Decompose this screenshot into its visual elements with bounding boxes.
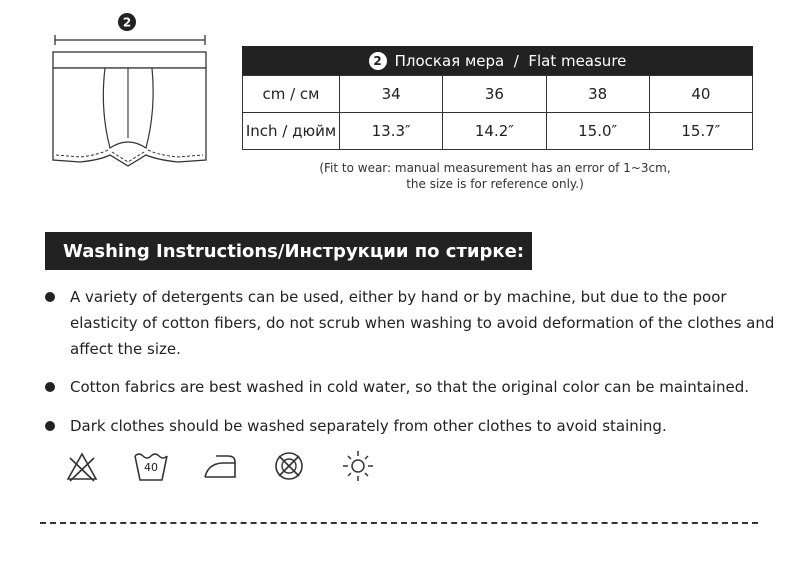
table-cell: 13.3″: [340, 113, 443, 150]
iron-icon: [202, 448, 238, 484]
table-cell: 34: [340, 76, 443, 113]
size-table-header: [242, 46, 753, 75]
table-cell: 15.7″: [649, 113, 752, 150]
washing-instructions-list: [45, 284, 780, 439]
table-cell: 14.2″: [443, 113, 546, 150]
table-cell: 36: [443, 76, 546, 113]
wash-40-icon: [133, 448, 169, 484]
list-item: A variety of detergents can be used, either by hand or by machine, but due to the poor elasticity of cotton fibers, do not scrub when washing to avoid deformation of the clothes and affect the size.: [45, 284, 780, 362]
do-not-tumble-dry-icon: [271, 448, 307, 484]
table-row: [243, 76, 753, 113]
sun-dry-icon: [340, 448, 376, 484]
do-not-bleach-icon: [64, 448, 100, 484]
row-label: cm / см: [243, 76, 340, 113]
size-table: [242, 75, 753, 150]
measure-marker-number: 2: [122, 15, 132, 30]
list-item: Dark clothes should be washed separately from other clothes to avoid staining.: [45, 413, 780, 439]
care-icons: [64, 448, 409, 484]
table-cell: 15.0″: [546, 113, 649, 150]
measurement-note: [300, 160, 690, 192]
measure-number-badge: 2: [369, 52, 387, 70]
wash-temperature: 40: [144, 461, 158, 474]
note-line-1: (Fit to wear: manual measurement has an error of 1~3cm,: [319, 161, 671, 175]
list-item: Cotton fabrics are best washed in cold water, so that the original color can be maintained.: [45, 374, 780, 400]
table-cell: 40: [649, 76, 752, 113]
flat-measure-diagram: [40, 10, 220, 190]
size-table-title: Плоская мера / Flat measure: [394, 51, 627, 70]
table-row: [243, 113, 753, 150]
table-cell: 38: [546, 76, 649, 113]
dashed-divider: [40, 522, 758, 524]
row-label: Inch / дюйм: [243, 113, 340, 150]
note-line-2: the size is for reference only.): [406, 177, 584, 191]
washing-heading: Washing Instructions/Инструкции по стирке:: [45, 232, 532, 270]
